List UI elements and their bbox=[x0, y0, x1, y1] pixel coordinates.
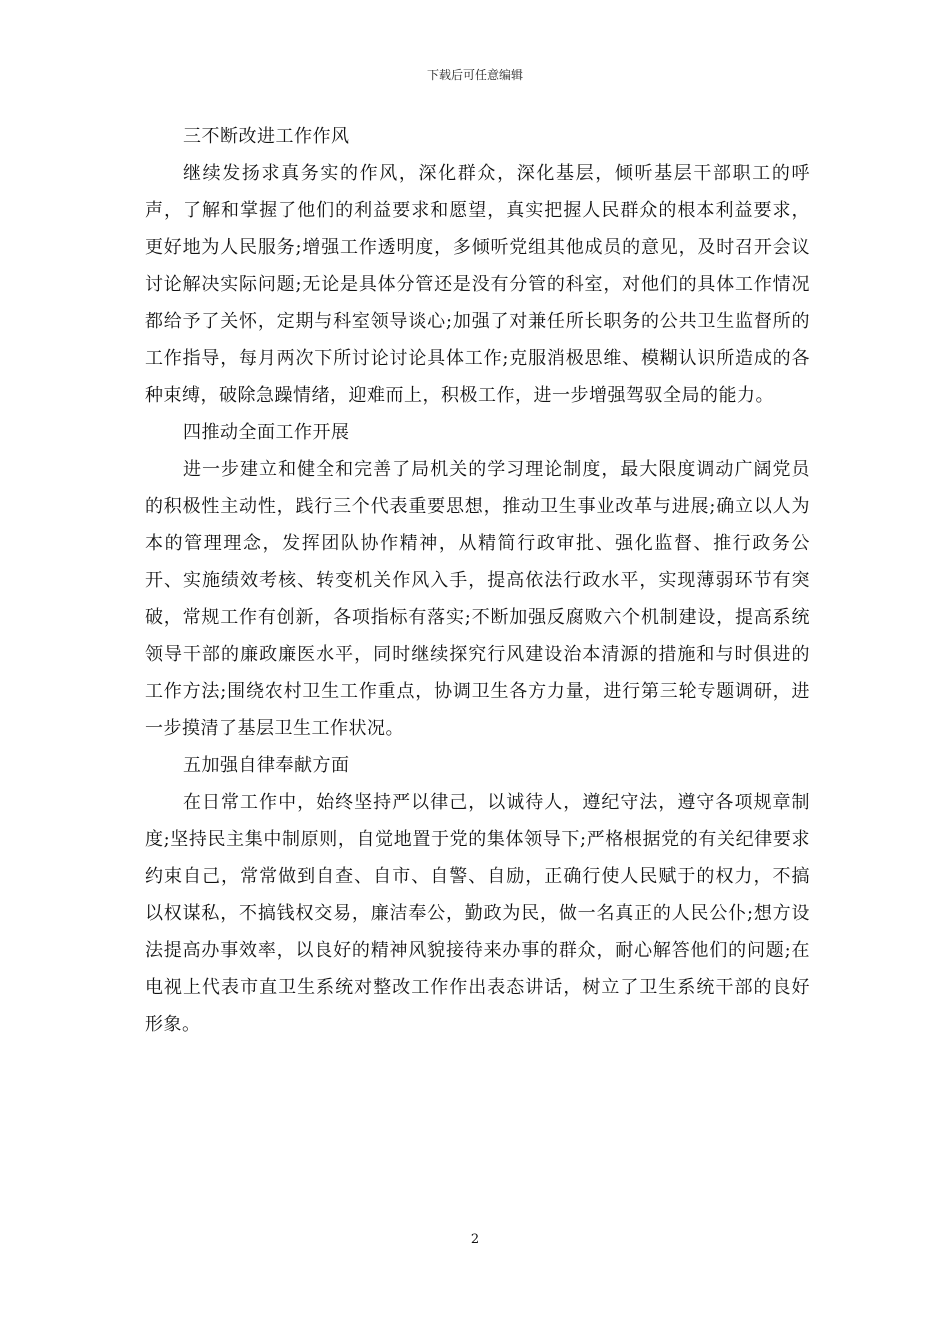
section-improve-work-style bbox=[145, 118, 810, 414]
section-paragraph: 进一步建立和健全和完善了局机关的学习理论制度，最大限度调动广阔党员的积极性主动性，践行三个代表重要思想，推动卫生事业改革与进展;确立以人为本的管理理念，发挥团队协作精神，从精简行政审批、强化监督、推行政务公开、实施绩效考核、转变机关作风入手，提高依法行政水平，实现薄弱环节有突破，常规工作有创新，各项指标有落实;不断加强反腐败六个机制建设，提高系统领导干部的廉政廉医水平，同时继续探究行风建设治本清源的措施和与时俱进的工作方法;围绕农村卫生工作重点，协调卫生各方力量，进行第三轮专题调研，进一步摸清了基层卫生工作状况。 bbox=[145, 459, 810, 739]
section-heading: 四推动全面工作开展 bbox=[183, 422, 350, 443]
page-header: 下载后可任意编辑 bbox=[426, 68, 523, 82]
document-body bbox=[145, 118, 810, 1043]
section-paragraph: 继续发扬求真务实的作风，深化群众，深化基层，倾听基层干部职工的呼声，了解和掌握了他们的利益要求和愿望，真实把握人民群众的根本利益要求，更好地为人民服务;增强工作透明度，多倾听党组其他成员的意见，及时召开会议讨论解决实际问题;无论是具体分管还是没有分管的科室，对他们的具体工作情况都给予了关怀，定期与科室领导谈心;加强了对兼任所长职务的公共卫生监督所的工作指导，每月两次下所讨论讨论具体工作;克服消极思维、模糊认识所造成的各种束缚，破除急躁情绪，迎难而上，积极工作，进一步增强驾驭全局的能力。 bbox=[145, 163, 810, 406]
section-heading: 三不断改进工作作风 bbox=[183, 126, 350, 147]
section-promote-overall-work bbox=[145, 414, 810, 747]
section-paragraph: 在日常工作中，始终坚持严以律己，以诚待人，遵纪守法，遵守各项规章制度;坚持民主集中制原则，自觉地置于党的集体领导下;严格根据党的有关纪律要求约束自己，常常做到自查、自市、自警、自励，正确行使人民赋于的权力，不搞以权谋私，不搞钱权交易，廉洁奉公，勤政为民，做一名真正的人民公仆;想方设法提高办事效率，以良好的精神风貌接待来办事的群众，耐心解答他们的问题;在电视上代表市直卫生系统对整改工作作出表态讲话，树立了卫生系统干部的良好形象。 bbox=[145, 792, 810, 1035]
section-heading: 五加强自律奉献方面 bbox=[183, 755, 350, 776]
page-number: 2 bbox=[470, 1232, 480, 1247]
section-self-discipline bbox=[145, 747, 810, 1043]
